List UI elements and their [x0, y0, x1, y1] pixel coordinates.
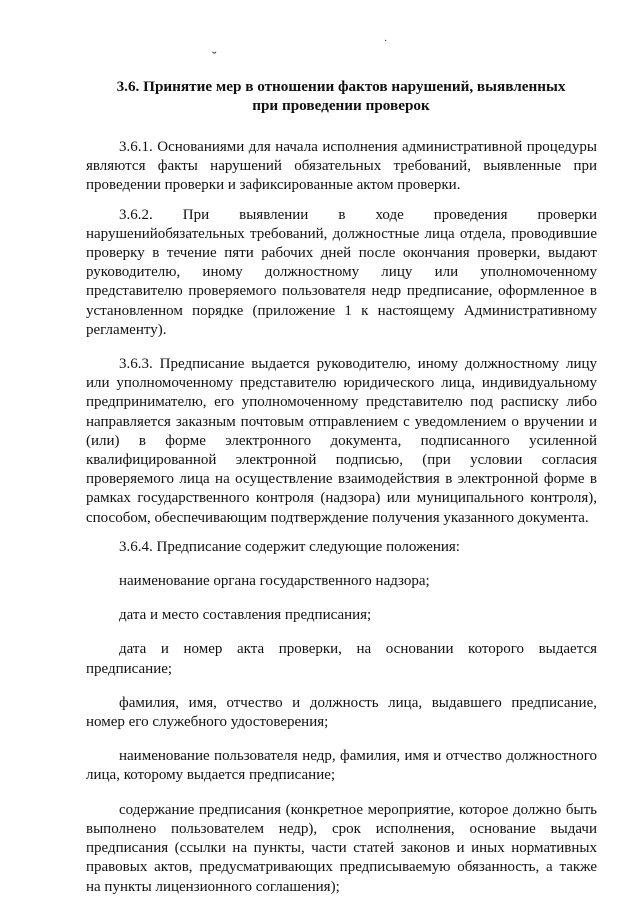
list-item-act-number: дата и номер акта проверки, на основании которого выдается предписание; [86, 641, 597, 677]
section-title [86, 77, 596, 115]
scan-dot: · [384, 36, 388, 47]
paragraph-3-6-3: 3.6.3. Предписание выдается руководителю, иному должностному лицу или уполномоченному представителю юридического лица, индивидуальному предпринимателю, его уполномоченному представителю под расписку либо направляется заказным почтовым отправлением с уведомлением о вручении и (или) в форме электронного документа, подписанного усиленной квалифицированной электронной подписью, (при условии согласия проверяемого лица на осуществление взаимодействия в электронной форме в рамках государственного контроля (надзора) или муниципального контроля), способом, обеспечивающим подтверждение получения указанного документа. [86, 356, 597, 526]
list-item-recipient: наименование пользователя недр, фамилия, имя и отчество должностного лица, которому выдается предписание; [86, 748, 597, 784]
list-item-date-place: дата и место составления предписания; [119, 607, 372, 624]
paragraph-3-6-2: 3.6.2. При выявлении в ходе проведения проверки нарушенийобязательных требований, должностные лица отдела, проводившие проверку в течение пяти рабочих дней после окончания проверки, выдают руководителю, иному должностному лицу или уполномоченному представителю проверяемого пользователя недр предписание, оформленное в установленном порядке (приложение 1 к настоящему Административному регламенту). [86, 206, 597, 338]
section-title-line1: 3.6. Принятие мер в отношении фактов нарушений, выявленных [116, 78, 566, 95]
list-item-content: содержание предписания (конкретное мероприятие, которое должно быть выполнено пользователем недр), срок исполнения, основание выдачи предписания (ссылки на пункты, части статей законов и иных нормативных правовых актов, предусматривающих предписываемую обязанность, а также на пункты лицензионного соглашения); [86, 801, 597, 895]
document-body [86, 138, 597, 897]
scan-mark: ˘ [212, 50, 217, 65]
list-item-issuer: фамилия, имя, отчество и должность лица, выдавшего предписание, номер его служебного удостоверения; [86, 694, 597, 731]
paragraph-3-6-4: 3.6.4. Предписание содержит следующие положения: [119, 538, 460, 555]
list-item-authority-name: наименование органа государственного надзора; [119, 573, 430, 590]
paragraph-3-6-1: 3.6.1. Основаниями для начала исполнения административной процедуры являются факты нарушений обязательных требований, выявленные при проведении проверки и зафиксированные актом проверки. [86, 139, 597, 194]
section-title-line2: при проведении проверок [252, 97, 430, 114]
